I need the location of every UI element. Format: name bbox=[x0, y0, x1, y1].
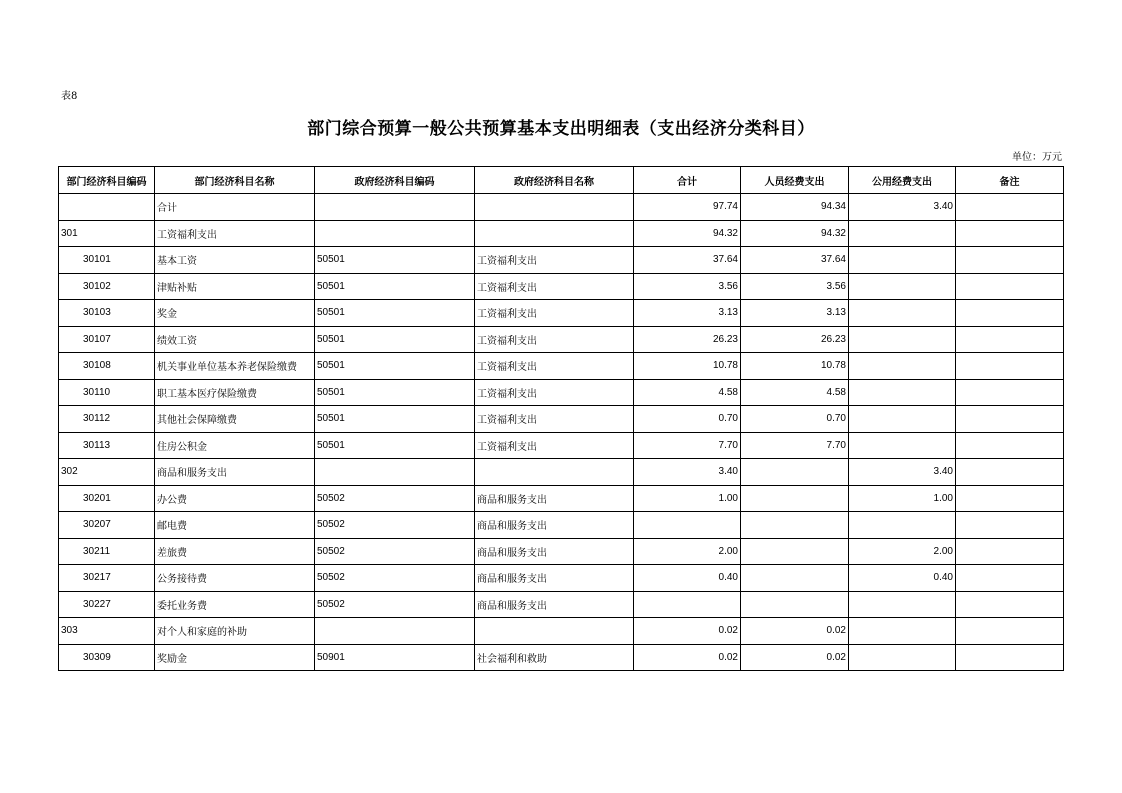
personnel-cell: 0.02 bbox=[741, 618, 849, 645]
dept-code-cell bbox=[59, 194, 155, 221]
gov-code-cell: 50501 bbox=[315, 326, 475, 353]
dept-name-cell: 职工基本医疗保险缴费 bbox=[155, 379, 315, 406]
total-cell: 97.74 bbox=[634, 194, 741, 221]
dept-code-cell: 30217 bbox=[59, 565, 155, 592]
note-cell bbox=[956, 273, 1064, 300]
table-row bbox=[59, 459, 1064, 486]
dept-code-cell: 301 bbox=[59, 220, 155, 247]
dept-name-cell: 其他社会保障缴费 bbox=[155, 406, 315, 433]
note-cell bbox=[956, 326, 1064, 353]
gov-name-cell: 工资福利支出 bbox=[475, 300, 634, 327]
note-cell bbox=[956, 220, 1064, 247]
table-row bbox=[59, 618, 1064, 645]
personnel-cell bbox=[741, 565, 849, 592]
table-row bbox=[59, 326, 1064, 353]
header-dept-code: 部门经济科目编码 bbox=[59, 167, 155, 194]
gov-code-cell: 50501 bbox=[315, 300, 475, 327]
personnel-cell: 3.13 bbox=[741, 300, 849, 327]
gov-name-cell: 工资福利支出 bbox=[475, 247, 634, 274]
dept-code-cell: 30309 bbox=[59, 644, 155, 671]
dept-name-cell: 绩效工资 bbox=[155, 326, 315, 353]
table-row bbox=[59, 194, 1064, 221]
table-row bbox=[59, 379, 1064, 406]
gov-code-cell: 50901 bbox=[315, 644, 475, 671]
table-row bbox=[59, 591, 1064, 618]
note-cell bbox=[956, 432, 1064, 459]
public-cell bbox=[849, 432, 956, 459]
note-cell bbox=[956, 644, 1064, 671]
gov-code-cell: 50502 bbox=[315, 538, 475, 565]
dept-code-cell: 30107 bbox=[59, 326, 155, 353]
note-cell bbox=[956, 300, 1064, 327]
total-cell: 7.70 bbox=[634, 432, 741, 459]
dept-name-cell: 奖金 bbox=[155, 300, 315, 327]
dept-name-cell: 公务接待费 bbox=[155, 565, 315, 592]
dept-code-cell: 30108 bbox=[59, 353, 155, 380]
gov-name-cell: 工资福利支出 bbox=[475, 406, 634, 433]
gov-code-cell bbox=[315, 618, 475, 645]
table-row bbox=[59, 220, 1064, 247]
public-cell bbox=[849, 644, 956, 671]
gov-code-cell: 50501 bbox=[315, 432, 475, 459]
dept-code-cell: 30211 bbox=[59, 538, 155, 565]
gov-name-cell: 工资福利支出 bbox=[475, 432, 634, 459]
gov-name-cell bbox=[475, 220, 634, 247]
dept-code-cell: 30207 bbox=[59, 512, 155, 539]
dept-name-cell: 办公费 bbox=[155, 485, 315, 512]
personnel-cell: 3.56 bbox=[741, 273, 849, 300]
dept-code-cell: 303 bbox=[59, 618, 155, 645]
total-cell: 3.56 bbox=[634, 273, 741, 300]
dept-code-cell: 30110 bbox=[59, 379, 155, 406]
dept-name-cell: 奖励金 bbox=[155, 644, 315, 671]
dept-name-cell: 对个人和家庭的补助 bbox=[155, 618, 315, 645]
public-cell bbox=[849, 220, 956, 247]
note-cell bbox=[956, 618, 1064, 645]
public-cell: 1.00 bbox=[849, 485, 956, 512]
gov-name-cell: 工资福利支出 bbox=[475, 273, 634, 300]
total-cell: 0.70 bbox=[634, 406, 741, 433]
gov-code-cell: 50501 bbox=[315, 273, 475, 300]
dept-name-cell: 委托业务费 bbox=[155, 591, 315, 618]
total-cell bbox=[634, 512, 741, 539]
table-row bbox=[59, 406, 1064, 433]
total-cell: 3.13 bbox=[634, 300, 741, 327]
dept-name-cell: 机关事业单位基本养老保险缴费 bbox=[155, 353, 315, 380]
public-cell bbox=[849, 353, 956, 380]
dept-code-cell: 302 bbox=[59, 459, 155, 486]
gov-code-cell: 50502 bbox=[315, 512, 475, 539]
gov-code-cell: 50501 bbox=[315, 353, 475, 380]
table-row bbox=[59, 273, 1064, 300]
personnel-cell: 37.64 bbox=[741, 247, 849, 274]
public-cell: 3.40 bbox=[849, 194, 956, 221]
total-cell: 2.00 bbox=[634, 538, 741, 565]
note-cell bbox=[956, 459, 1064, 486]
personnel-cell bbox=[741, 459, 849, 486]
total-cell: 1.00 bbox=[634, 485, 741, 512]
header-dept-name: 部门经济科目名称 bbox=[155, 167, 315, 194]
public-cell: 0.40 bbox=[849, 565, 956, 592]
dept-code-cell: 30201 bbox=[59, 485, 155, 512]
gov-code-cell bbox=[315, 194, 475, 221]
note-cell bbox=[956, 379, 1064, 406]
gov-code-cell bbox=[315, 220, 475, 247]
gov-name-cell: 商品和服务支出 bbox=[475, 485, 634, 512]
note-cell bbox=[956, 247, 1064, 274]
gov-code-cell: 50501 bbox=[315, 247, 475, 274]
total-cell: 26.23 bbox=[634, 326, 741, 353]
header-note: 备注 bbox=[956, 167, 1064, 194]
dept-name-cell: 邮电费 bbox=[155, 512, 315, 539]
personnel-cell: 94.34 bbox=[741, 194, 849, 221]
total-cell: 10.78 bbox=[634, 353, 741, 380]
total-cell: 4.58 bbox=[634, 379, 741, 406]
note-cell bbox=[956, 353, 1064, 380]
table-row bbox=[59, 432, 1064, 459]
dept-code-cell: 30101 bbox=[59, 247, 155, 274]
public-cell bbox=[849, 326, 956, 353]
dept-code-cell: 30227 bbox=[59, 591, 155, 618]
note-cell bbox=[956, 194, 1064, 221]
gov-name-cell: 社会福利和救助 bbox=[475, 644, 634, 671]
gov-name-cell: 工资福利支出 bbox=[475, 379, 634, 406]
gov-code-cell bbox=[315, 459, 475, 486]
gov-name-cell: 商品和服务支出 bbox=[475, 591, 634, 618]
table-id: 表8 bbox=[61, 91, 78, 102]
dept-name-cell: 商品和服务支出 bbox=[155, 459, 315, 486]
public-cell bbox=[849, 273, 956, 300]
gov-code-cell: 50501 bbox=[315, 406, 475, 433]
header-public: 公用经费支出 bbox=[849, 167, 956, 194]
table-row bbox=[59, 565, 1064, 592]
gov-code-cell: 50502 bbox=[315, 485, 475, 512]
total-cell: 3.40 bbox=[634, 459, 741, 486]
table-row bbox=[59, 300, 1064, 327]
dept-name-cell: 差旅费 bbox=[155, 538, 315, 565]
budget-table bbox=[58, 166, 1064, 671]
total-cell: 0.02 bbox=[634, 644, 741, 671]
personnel-cell bbox=[741, 485, 849, 512]
note-cell bbox=[956, 591, 1064, 618]
gov-name-cell bbox=[475, 194, 634, 221]
table-row bbox=[59, 538, 1064, 565]
dept-code-cell: 30112 bbox=[59, 406, 155, 433]
public-cell bbox=[849, 618, 956, 645]
note-cell bbox=[956, 485, 1064, 512]
total-cell: 0.02 bbox=[634, 618, 741, 645]
gov-code-cell: 50501 bbox=[315, 379, 475, 406]
gov-name-cell: 商品和服务支出 bbox=[475, 565, 634, 592]
personnel-cell bbox=[741, 591, 849, 618]
header-personnel: 人员经费支出 bbox=[741, 167, 849, 194]
gov-name-cell bbox=[475, 618, 634, 645]
header-gov-name: 政府经济科目名称 bbox=[475, 167, 634, 194]
table-row bbox=[59, 512, 1064, 539]
personnel-cell: 26.23 bbox=[741, 326, 849, 353]
note-cell bbox=[956, 406, 1064, 433]
gov-code-cell: 50502 bbox=[315, 591, 475, 618]
personnel-cell: 0.02 bbox=[741, 644, 849, 671]
table-row bbox=[59, 644, 1064, 671]
public-cell bbox=[849, 591, 956, 618]
dept-name-cell: 工资福利支出 bbox=[155, 220, 315, 247]
total-cell bbox=[634, 591, 741, 618]
gov-name-cell: 商品和服务支出 bbox=[475, 512, 634, 539]
personnel-cell bbox=[741, 538, 849, 565]
personnel-cell: 10.78 bbox=[741, 353, 849, 380]
personnel-cell: 4.58 bbox=[741, 379, 849, 406]
public-cell bbox=[849, 406, 956, 433]
total-cell: 0.40 bbox=[634, 565, 741, 592]
personnel-cell: 7.70 bbox=[741, 432, 849, 459]
note-cell bbox=[956, 512, 1064, 539]
dept-code-cell: 30103 bbox=[59, 300, 155, 327]
dept-code-cell: 30113 bbox=[59, 432, 155, 459]
public-cell: 3.40 bbox=[849, 459, 956, 486]
public-cell bbox=[849, 379, 956, 406]
public-cell bbox=[849, 247, 956, 274]
gov-name-cell bbox=[475, 459, 634, 486]
gov-code-cell: 50502 bbox=[315, 565, 475, 592]
personnel-cell bbox=[741, 512, 849, 539]
header-gov-code: 政府经济科目编码 bbox=[315, 167, 475, 194]
gov-name-cell: 商品和服务支出 bbox=[475, 538, 634, 565]
public-cell bbox=[849, 512, 956, 539]
table-row bbox=[59, 353, 1064, 380]
dept-name-cell: 住房公积金 bbox=[155, 432, 315, 459]
note-cell bbox=[956, 565, 1064, 592]
gov-name-cell: 工资福利支出 bbox=[475, 326, 634, 353]
total-cell: 37.64 bbox=[634, 247, 741, 274]
page-title: 部门综合预算一般公共预算基本支出明细表（支出经济分类科目） bbox=[307, 119, 815, 139]
dept-code-cell: 30102 bbox=[59, 273, 155, 300]
dept-name-cell: 津贴补贴 bbox=[155, 273, 315, 300]
table-row bbox=[59, 485, 1064, 512]
public-cell bbox=[849, 300, 956, 327]
unit-label: 单位：万元 bbox=[1012, 152, 1062, 163]
header-row bbox=[59, 167, 1064, 194]
total-cell: 94.32 bbox=[634, 220, 741, 247]
header-total: 合计 bbox=[634, 167, 741, 194]
dept-name-cell: 基本工资 bbox=[155, 247, 315, 274]
personnel-cell: 0.70 bbox=[741, 406, 849, 433]
personnel-cell: 94.32 bbox=[741, 220, 849, 247]
public-cell: 2.00 bbox=[849, 538, 956, 565]
note-cell bbox=[956, 538, 1064, 565]
dept-name-cell: 合计 bbox=[155, 194, 315, 221]
gov-name-cell: 工资福利支出 bbox=[475, 353, 634, 380]
table-row bbox=[59, 247, 1064, 274]
table-body bbox=[59, 194, 1064, 671]
